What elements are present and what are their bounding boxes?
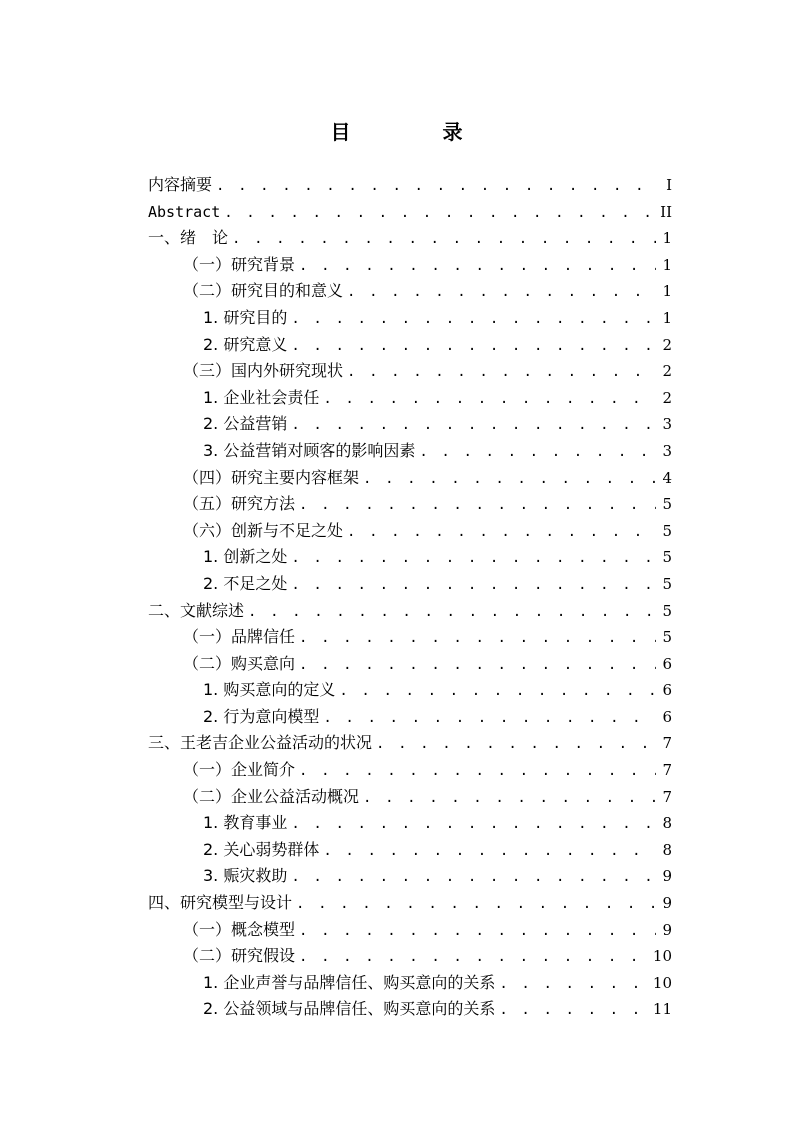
dot-leader	[299, 758, 656, 785]
toc-entry-label: 一、绪 论	[148, 228, 229, 248]
dot-leader	[376, 731, 656, 758]
toc-entry[interactable]	[148, 837, 672, 864]
dot-leader	[291, 811, 656, 838]
toc-entry[interactable]	[148, 970, 672, 997]
toc-entry[interactable]	[148, 544, 672, 571]
toc-entry[interactable]	[148, 225, 672, 252]
dot-leader	[291, 306, 656, 333]
toc-entry-page: 5	[662, 495, 672, 514]
toc-entry[interactable]	[148, 465, 672, 492]
toc-entry[interactable]	[148, 943, 672, 970]
toc-entry[interactable]	[148, 863, 672, 890]
toc-entry-label: 四、研究模型与设计	[148, 893, 293, 913]
toc-entry[interactable]	[148, 598, 672, 625]
toc-entry-page: 1	[662, 282, 672, 301]
toc-entry-page: 2	[662, 362, 672, 381]
toc-entry-page: 11	[652, 1000, 672, 1019]
toc-entry[interactable]	[148, 784, 672, 811]
toc-entry-page: 3	[662, 415, 672, 434]
dot-leader	[216, 173, 656, 200]
toc-entry-label: 1. 教育事业	[203, 813, 288, 833]
dot-leader	[291, 572, 656, 599]
dot-leader	[323, 838, 656, 865]
toc-entry-page: 5	[662, 521, 672, 540]
toc-entry-page: 10	[652, 973, 672, 992]
toc-entry[interactable]	[148, 651, 672, 678]
toc-entry-label: 2. 关心弱势群体	[203, 839, 320, 859]
dot-leader	[419, 439, 656, 466]
toc-entry-page: 2	[662, 335, 672, 354]
dot-leader	[299, 918, 656, 945]
dot-leader	[299, 253, 656, 280]
toc-title: 目 录	[330, 120, 499, 144]
dot-leader	[232, 226, 656, 253]
toc-entry-page: 6	[662, 681, 672, 700]
toc-entry-label: 内容摘要	[148, 175, 213, 194]
toc-entry-page: 5	[662, 628, 672, 647]
dot-leader	[291, 412, 656, 439]
toc-entry-label: 1. 研究目的	[203, 307, 288, 327]
dot-leader	[363, 785, 656, 812]
toc-entry-page: 6	[662, 707, 672, 726]
toc-entry[interactable]	[148, 385, 672, 412]
dot-leader	[363, 466, 656, 493]
toc-entry-label: （二）企业公益活动概况	[183, 786, 360, 806]
toc-entry[interactable]	[148, 332, 672, 359]
toc-entry-page: 3	[662, 441, 672, 460]
dot-leader	[299, 944, 649, 971]
toc-entry[interactable]	[148, 624, 672, 651]
toc-entry-label: （五）研究方法	[183, 494, 296, 514]
dot-leader	[291, 864, 656, 891]
toc-entry[interactable]	[148, 810, 672, 837]
toc-entry[interactable]	[148, 730, 672, 757]
toc-entry-label: （一）企业简介	[183, 760, 296, 780]
toc-entry-page: 4	[662, 468, 672, 487]
toc-entry-label: 二、文献综述	[148, 600, 245, 620]
dot-leader	[224, 200, 656, 227]
table-of-contents	[148, 172, 672, 1023]
toc-entry-label: 2. 公益营销	[203, 414, 288, 434]
toc-entry-label: Abstract	[148, 202, 221, 221]
toc-entry-label: （一）品牌信任	[183, 627, 296, 647]
toc-entry-label: 1. 购买意向的定义	[203, 680, 336, 700]
dot-leader	[248, 599, 656, 626]
toc-entry-page: I	[666, 176, 672, 194]
toc-entry-page: 5	[662, 601, 672, 620]
toc-entry[interactable]	[148, 278, 672, 305]
toc-entry-label: 3. 公益营销对顾客的影响因素	[203, 440, 416, 460]
toc-entry-page: 9	[662, 867, 672, 886]
toc-entry[interactable]	[148, 917, 672, 944]
dot-leader	[299, 625, 656, 652]
dot-leader	[291, 545, 656, 572]
toc-entry-page: 9	[662, 894, 672, 913]
toc-entry-page: 2	[662, 388, 672, 407]
toc-entry-label: （二）研究假设	[183, 946, 296, 966]
toc-entry-page: 7	[662, 787, 672, 806]
toc-entry-label: 2. 研究意义	[203, 334, 288, 354]
toc-entry-label: 1. 企业社会责任	[203, 387, 320, 407]
toc-entry-label: 2. 公益领域与品牌信任、购买意向的关系	[203, 999, 496, 1019]
dot-leader	[339, 678, 656, 705]
toc-entry-label: （六）创新与不足之处	[183, 520, 344, 540]
toc-entry-label: （二）购买意向	[183, 653, 296, 673]
toc-entry-page: 5	[662, 574, 672, 593]
toc-entry-label: 三、王老吉企业公益活动的状况	[148, 733, 373, 753]
dot-leader	[323, 386, 656, 413]
toc-entry[interactable]	[148, 199, 672, 226]
toc-entry-page: 5	[662, 548, 672, 567]
dot-leader	[323, 705, 656, 732]
toc-entry[interactable]	[148, 757, 672, 784]
toc-entry-page: 1	[662, 308, 672, 327]
toc-entry-label: 2. 行为意向模型	[203, 706, 320, 726]
toc-entry-label: 2. 不足之处	[203, 573, 288, 593]
toc-entry[interactable]	[148, 677, 672, 704]
toc-entry[interactable]	[148, 438, 672, 465]
toc-entry-page: 10	[652, 947, 672, 966]
toc-entry[interactable]	[148, 518, 672, 545]
toc-entry-label: （三）国内外研究现状	[183, 361, 344, 381]
dot-leader	[347, 359, 656, 386]
toc-entry-label: （二）研究目的和意义	[183, 281, 344, 301]
toc-entry[interactable]	[148, 571, 672, 598]
dot-leader	[499, 997, 649, 1024]
toc-entry-label: （一）研究背景	[183, 254, 296, 274]
toc-entry[interactable]	[148, 172, 672, 199]
toc-entry-label: （四）研究主要内容框架	[183, 467, 360, 487]
toc-entry-label: 1. 创新之处	[203, 547, 288, 567]
toc-entry-page: 8	[662, 814, 672, 833]
toc-entry[interactable]	[148, 252, 672, 279]
toc-entry[interactable]	[148, 411, 672, 438]
dot-leader	[347, 279, 656, 306]
toc-entry-page: 1	[662, 255, 672, 274]
toc-entry-page: 1	[662, 229, 672, 248]
toc-entry[interactable]	[148, 358, 672, 385]
toc-entry-page: 6	[662, 654, 672, 673]
toc-entry-page: 9	[662, 920, 672, 939]
dot-leader	[299, 652, 656, 679]
toc-entry-page: 7	[662, 761, 672, 780]
toc-entry-label: 3. 赈灾救助	[203, 866, 288, 886]
dot-leader	[296, 891, 656, 918]
dot-leader	[299, 492, 656, 519]
toc-entry-page: 8	[662, 840, 672, 859]
toc-entry-label: 1. 企业声誉与品牌信任、购买意向的关系	[203, 972, 496, 992]
toc-entry[interactable]	[148, 890, 672, 917]
toc-entry[interactable]	[148, 491, 672, 518]
toc-entry-page: 7	[662, 734, 672, 753]
dot-leader	[291, 333, 656, 360]
dot-leader	[347, 519, 656, 546]
dot-leader	[499, 971, 649, 998]
toc-entry-page: II	[660, 202, 672, 221]
toc-entry[interactable]	[148, 305, 672, 332]
toc-entry-label: （一）概念模型	[183, 919, 296, 939]
toc-entry[interactable]	[148, 996, 672, 1023]
toc-entry[interactable]	[148, 704, 672, 731]
